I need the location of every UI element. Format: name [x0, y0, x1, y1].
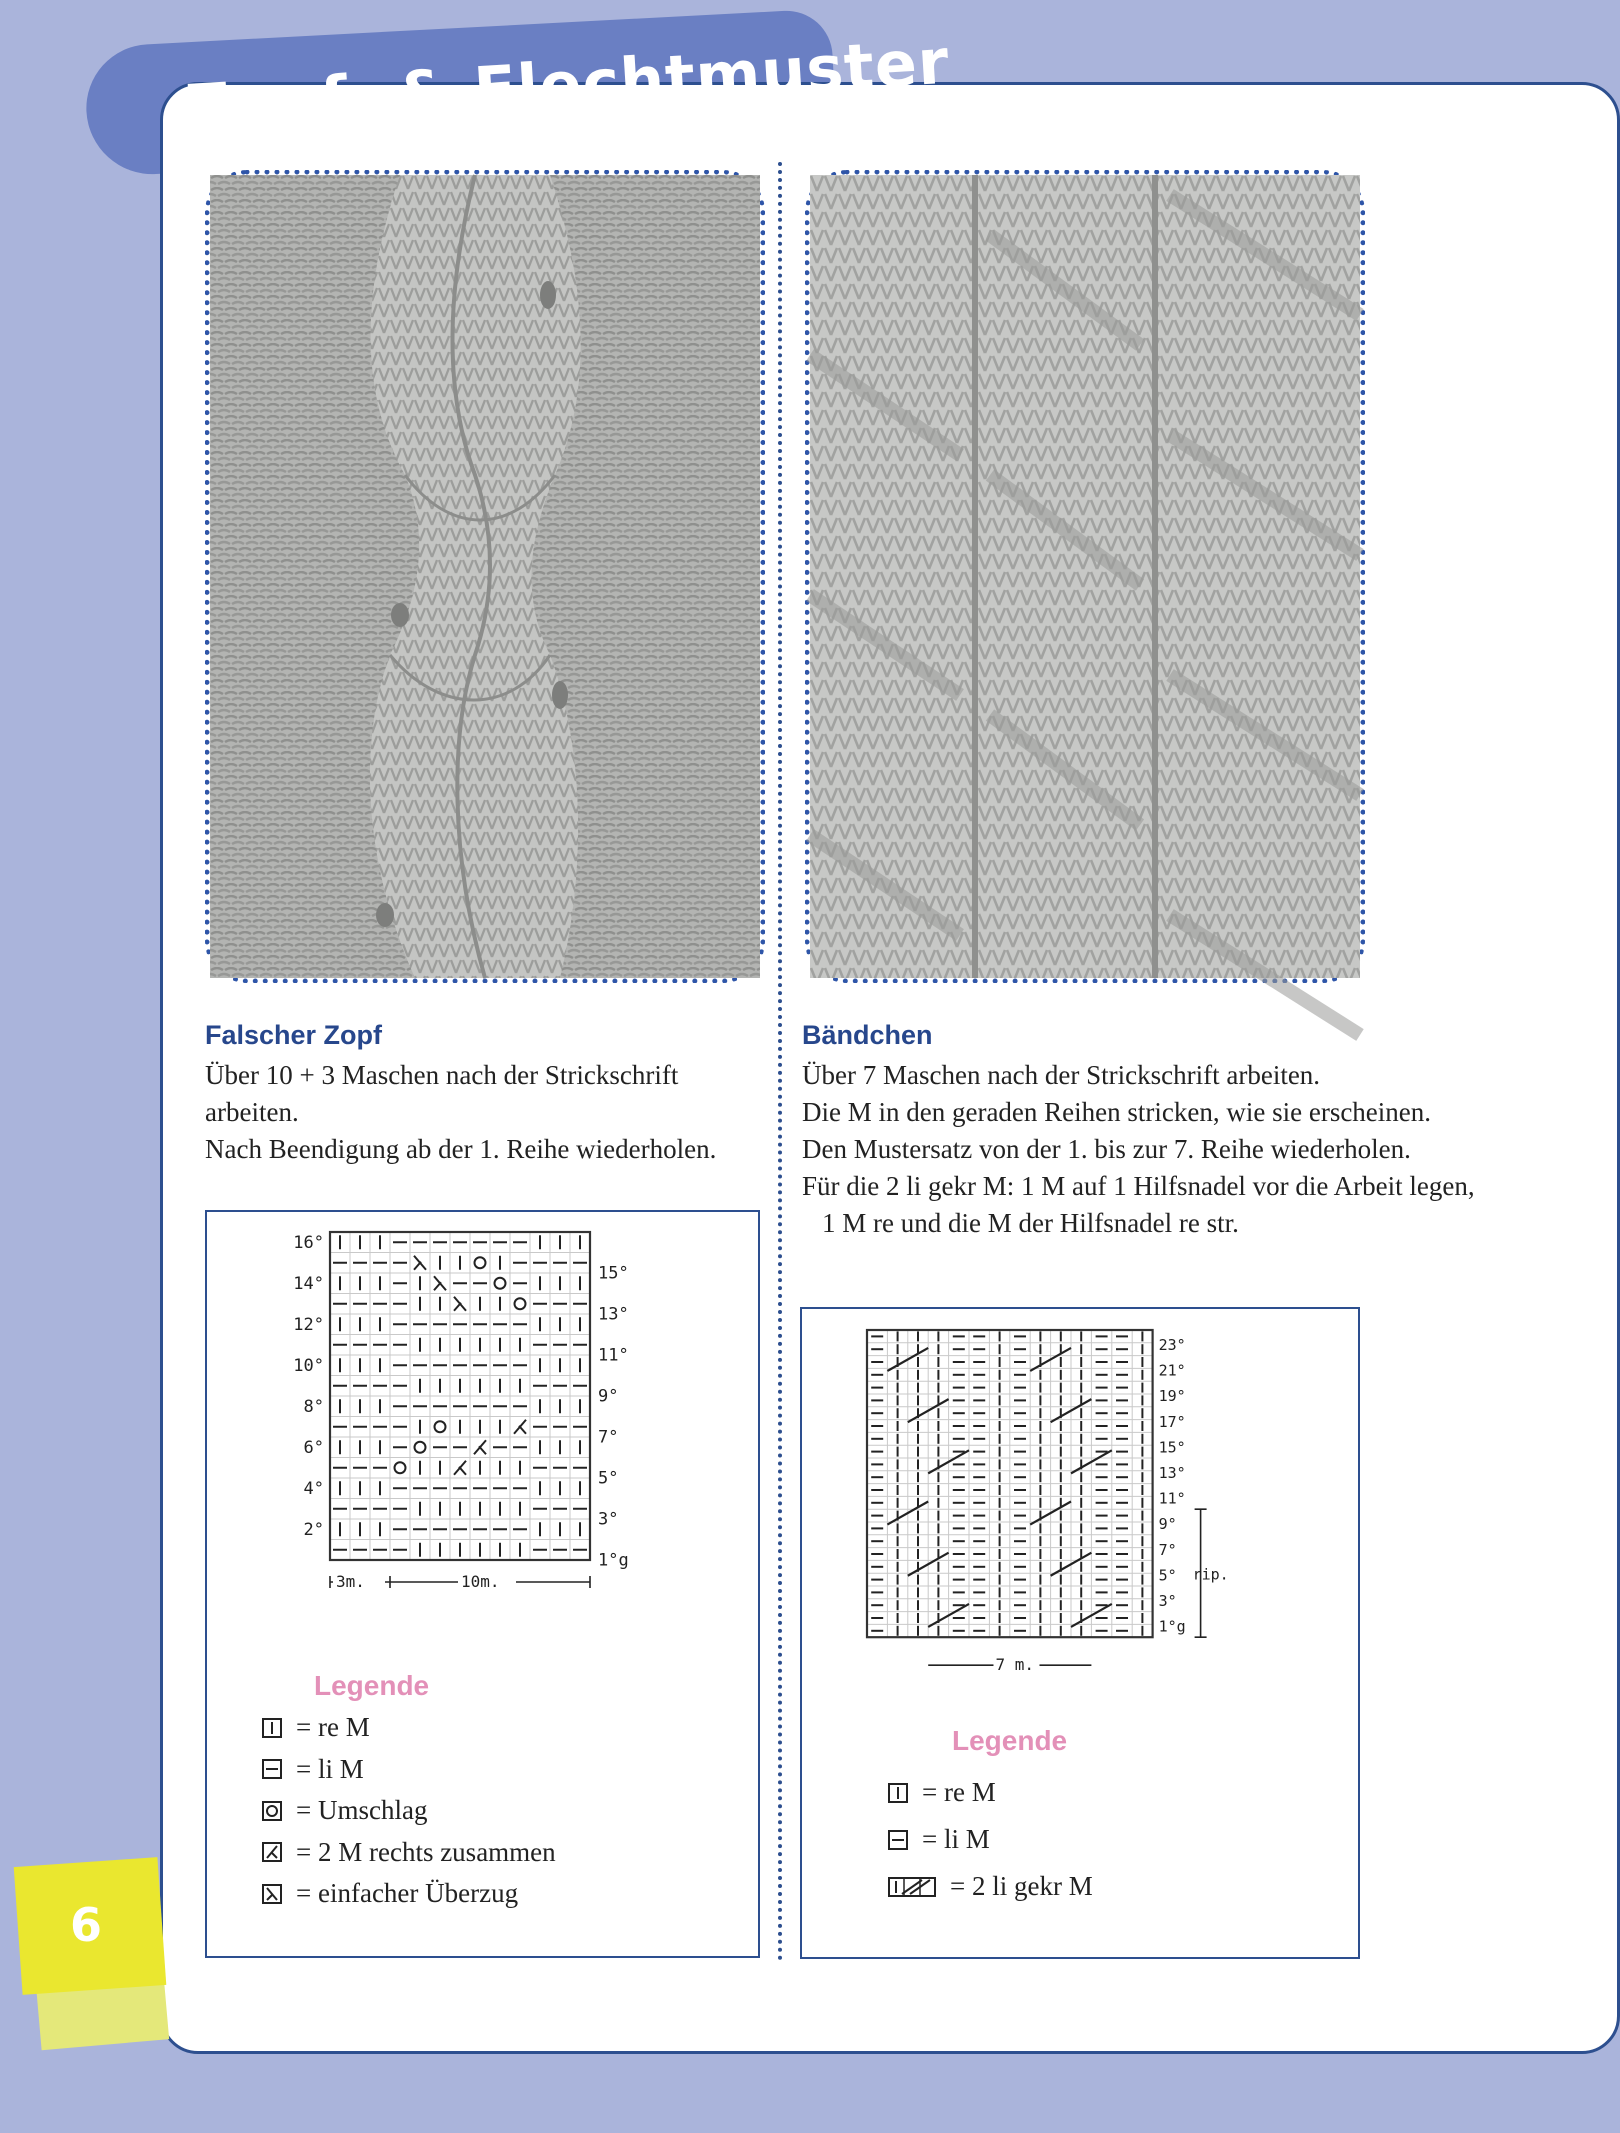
chart-row-label: 5°	[1158, 1566, 1177, 1585]
chart-row-label: 1°g	[598, 1550, 629, 1571]
legend-item-knit	[888, 1777, 996, 1808]
k2tog-symbol	[454, 1461, 466, 1475]
chart-row-label: 7°	[1158, 1540, 1177, 1559]
left-legend-title: Legende	[314, 1670, 430, 1701]
yarn-over-legend-icon	[262, 1801, 282, 1821]
chart-row-label: 11°	[598, 1345, 629, 1366]
legend-item-k2tog	[262, 1837, 556, 1868]
chart-stitch-count-label: 3m.	[336, 1572, 365, 1591]
chart-row-label: 1°g	[1158, 1617, 1186, 1636]
chart-row-label: 10°	[293, 1356, 324, 1376]
knit-legend-icon	[262, 1718, 282, 1738]
chart-row-label: 4°	[303, 1479, 324, 1499]
chart-row-label: 6°	[303, 1438, 324, 1458]
right-description	[802, 1057, 1475, 1242]
yarn-over-symbol	[395, 1462, 406, 1473]
right-description-line: Für die 2 li gekr M: 1 M auf 1 Hilfsnadel vor die Arbeit legen,	[802, 1171, 1475, 1201]
chart-row-label: 9°	[1158, 1515, 1177, 1534]
left-heading: Falscher Zopf	[205, 1020, 383, 1050]
page-number: 6	[70, 1898, 103, 1952]
legend-item-yarn-over	[262, 1795, 427, 1826]
chart-row-label: 14°	[293, 1274, 324, 1294]
legend-text: = li M	[922, 1824, 990, 1854]
k2tog-legend-icon	[262, 1842, 282, 1862]
knit-legend-icon	[888, 1783, 908, 1803]
chart-row-label: 2°	[303, 1520, 324, 1540]
ssk-legend-icon	[262, 1884, 282, 1904]
falscher-zopf-chart	[280, 1220, 680, 1640]
ssk-symbol	[454, 1297, 466, 1311]
baendchen-chart	[860, 1320, 1300, 1675]
yarn-over-symbol	[515, 1298, 526, 1309]
falscher-zopf-photo	[205, 170, 765, 983]
legend-item-purl	[888, 1824, 990, 1855]
yarn-over-symbol	[495, 1278, 506, 1289]
chart-row-label: 13°	[1158, 1464, 1186, 1482]
right-description-line: Über 7 Maschen nach der Strickschrift arbeiten.	[802, 1060, 1321, 1090]
purl-legend-icon	[262, 1759, 282, 1779]
chart-row-label: 23°	[1158, 1336, 1186, 1354]
chart-row-label: 7°	[598, 1427, 619, 1448]
k2tog-symbol	[474, 1440, 486, 1454]
chart-row-label: 15°	[598, 1263, 629, 1284]
page-title: Zopf- & Flechtmuster	[183, 24, 952, 145]
chart-row-label: 15°	[1158, 1438, 1186, 1457]
chart-row-label: 13°	[598, 1304, 629, 1325]
chart-stitch-count-label: 7 m.	[995, 1655, 1035, 1675]
chart-row-label: 3°	[1158, 1592, 1177, 1610]
left-description-line: Über 10 + 3 Maschen nach der Strickschrift	[205, 1060, 679, 1090]
ssk-symbol	[434, 1276, 446, 1290]
legend-text: = 2 li gekr M	[950, 1871, 1093, 1901]
legend-text: = li M	[296, 1753, 364, 1784]
purl-legend-icon	[888, 1830, 908, 1850]
k2tog-symbol	[514, 1420, 526, 1434]
legend-text: = 2 M rechts zusammen	[296, 1836, 556, 1867]
chart-row-label: 16°	[293, 1233, 324, 1253]
yarn-over-symbol	[475, 1257, 486, 1268]
right-legend-title: Legende	[952, 1725, 1068, 1756]
left-description-line: Nach Beendigung ab der 1. Reihe wiederholen.	[205, 1134, 717, 1164]
legend-item-cross	[888, 1871, 1093, 1902]
chart-row-label: 5°	[598, 1468, 619, 1489]
yarn-over-symbol	[435, 1421, 446, 1432]
right-description-line: Die M in den geraden Reihen stricken, wie sie erscheinen.	[802, 1097, 1432, 1127]
legend-item-ssk	[262, 1878, 518, 1909]
legend-item-knit	[262, 1712, 370, 1743]
chart-stitch-count-label: 10m.	[461, 1572, 500, 1591]
repeat-label: rip.	[1192, 1565, 1229, 1584]
chart-row-label: 11°	[1158, 1489, 1186, 1508]
baendchen-photo	[805, 170, 1365, 983]
chart-row-label: 3°	[598, 1509, 619, 1530]
ssk-symbol	[414, 1256, 426, 1270]
right-description-line: Den Mustersatz von der 1. bis zur 7. Reihe wiederholen.	[802, 1134, 1411, 1164]
left-description-line: arbeiten.	[205, 1097, 299, 1127]
chart-row-label: 21°	[1158, 1361, 1186, 1380]
legend-text: = einfacher Überzug	[296, 1878, 519, 1908]
yarn-over-symbol	[415, 1442, 426, 1453]
legend-text: = re M	[922, 1777, 996, 1807]
right-description-line: 1 M re und die M der Hilfsnadel re str.	[822, 1208, 1239, 1238]
legend-item-purl	[262, 1754, 364, 1785]
column-divider	[778, 162, 782, 1962]
legend-text: = re M	[296, 1712, 370, 1742]
chart-row-label: 19°	[1158, 1387, 1186, 1406]
chart-row-label: 12°	[293, 1315, 324, 1335]
right-heading: Bändchen	[802, 1020, 933, 1050]
cross-legend-icon	[888, 1877, 936, 1897]
chart-row-label: 17°	[1158, 1412, 1186, 1431]
left-description	[205, 1057, 716, 1168]
legend-text: = Umschlag	[296, 1795, 428, 1825]
chart-row-label: 8°	[303, 1397, 324, 1417]
chart-row-label: 9°	[598, 1386, 619, 1407]
